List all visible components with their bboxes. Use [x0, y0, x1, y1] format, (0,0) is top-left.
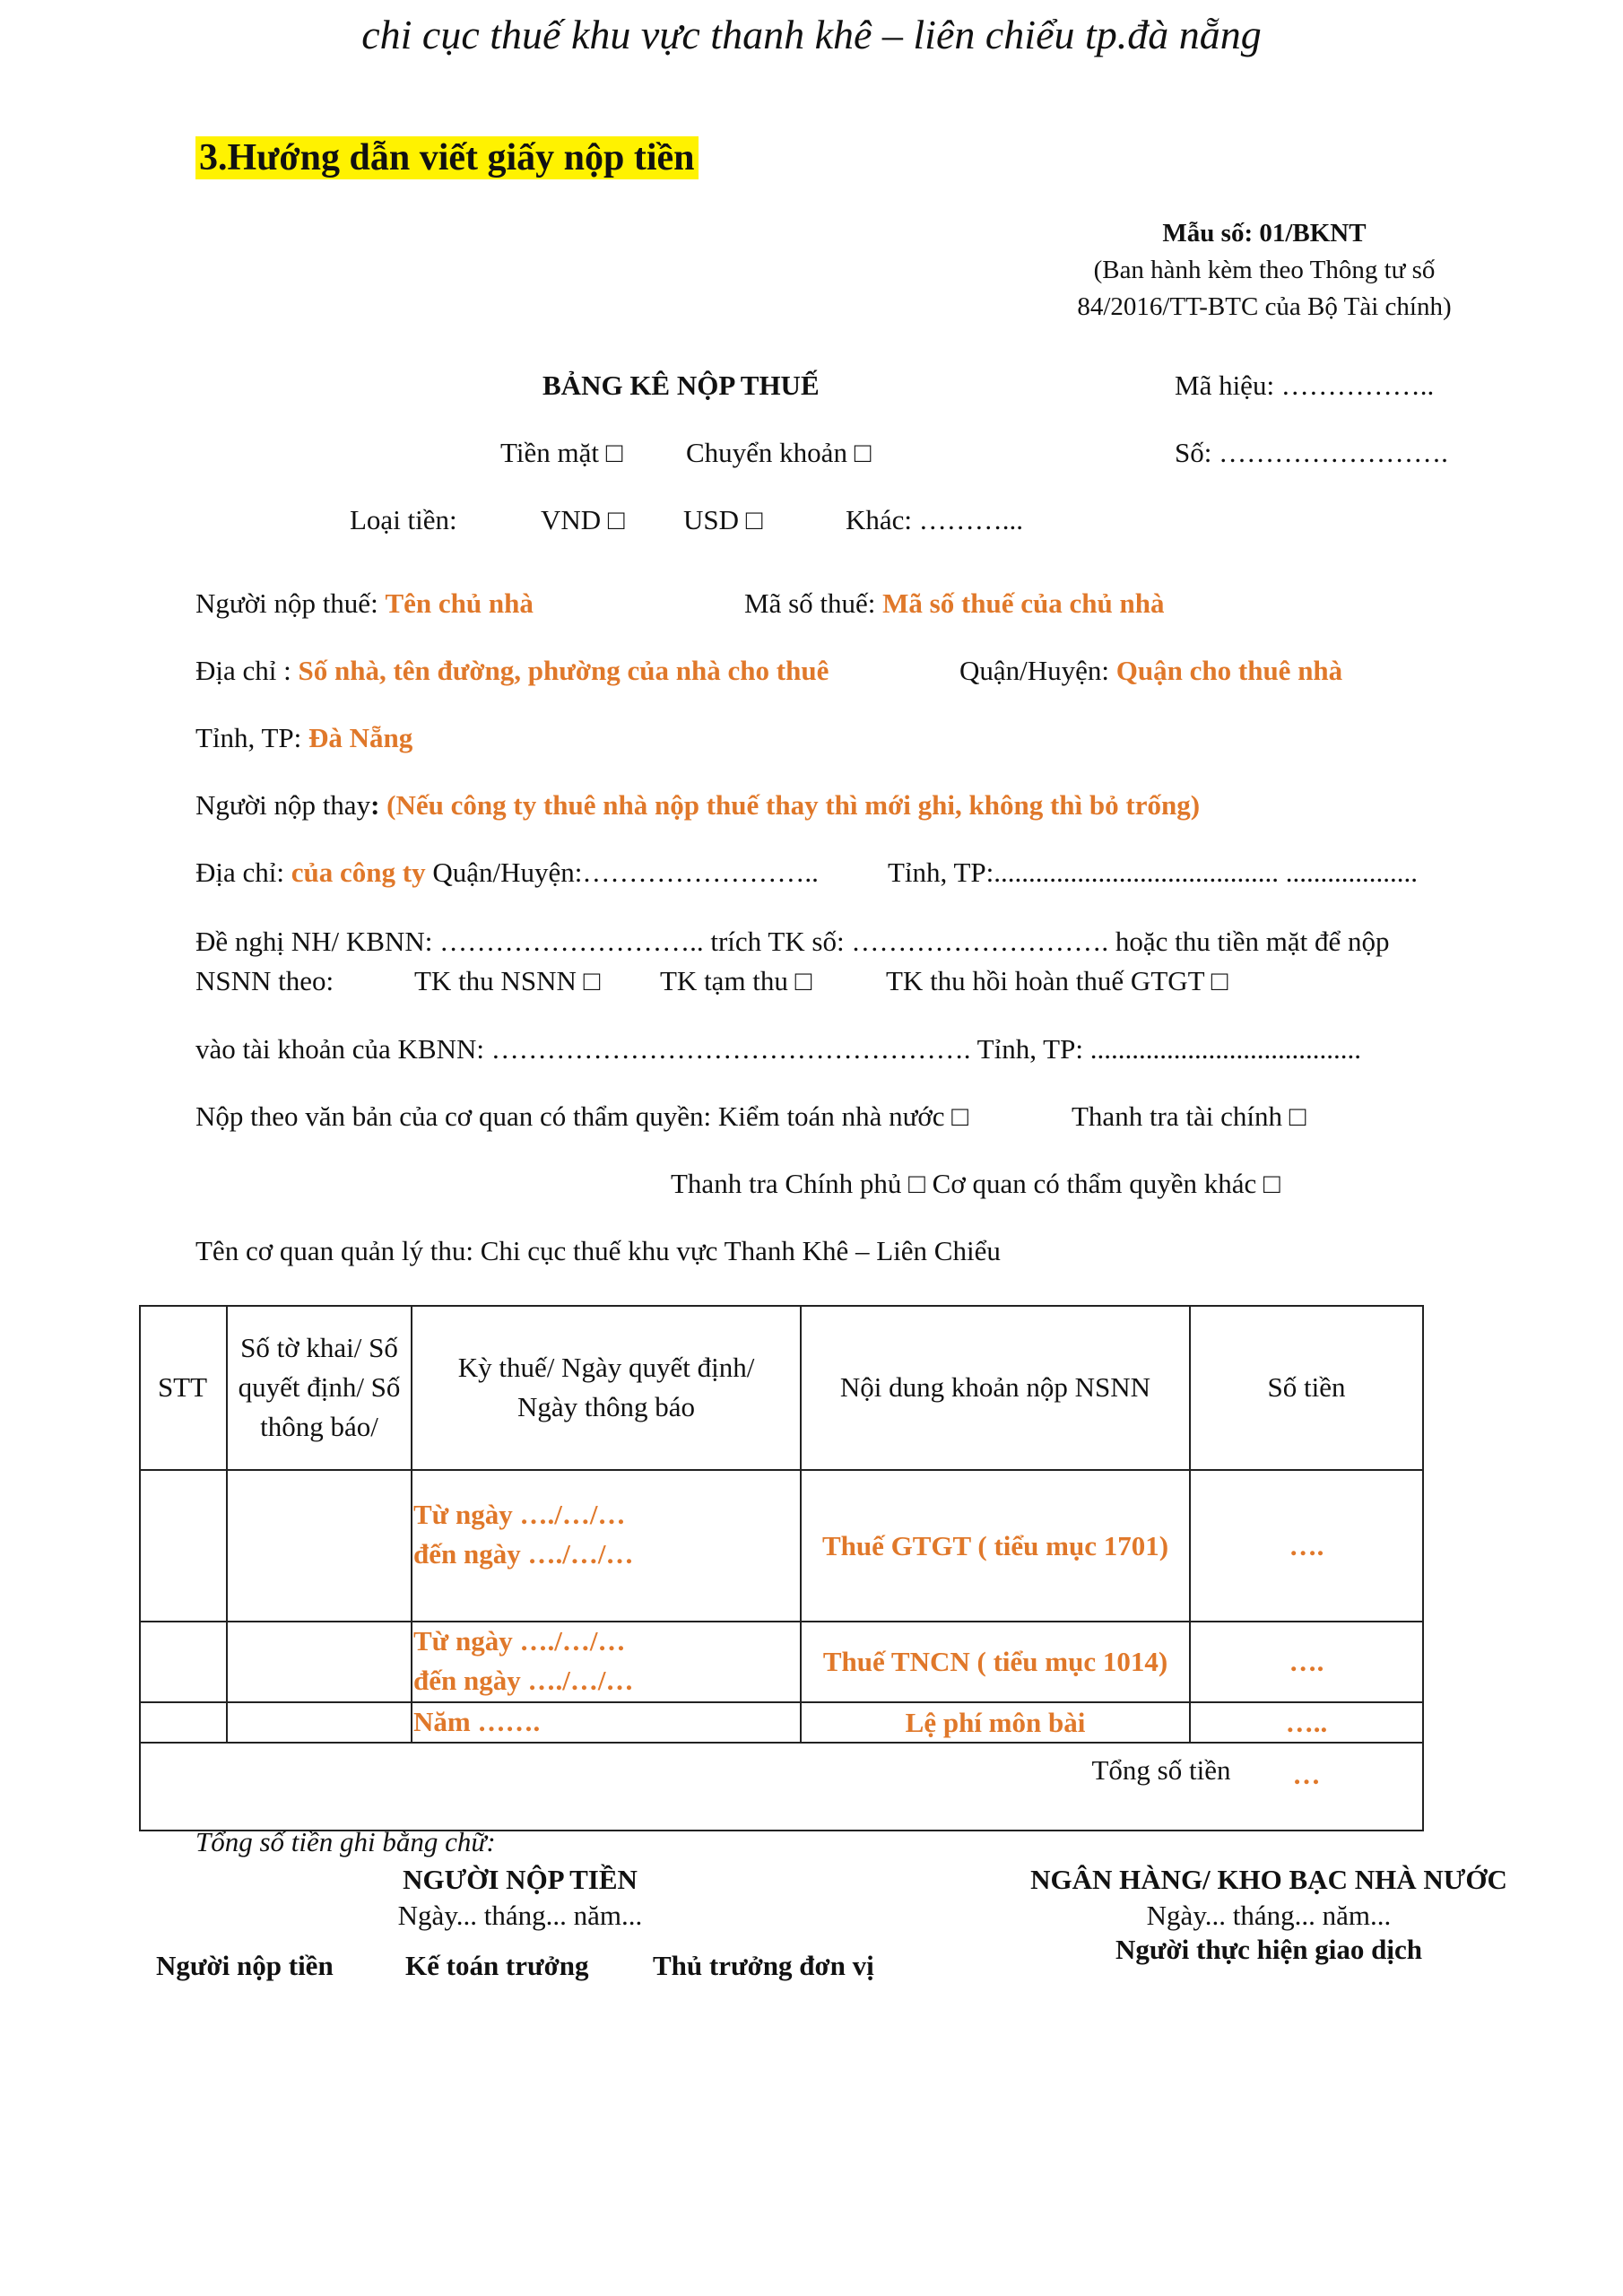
taxpayer-row: [195, 587, 534, 620]
proxy-address-value: của công ty: [291, 857, 426, 888]
tax-code-value: Mã số thuế của chủ nhà: [882, 587, 1165, 619]
header-tax-period: [412, 1305, 800, 1469]
taxpayer-label: Người nộp thuế:: [195, 587, 378, 619]
other-currency-field: Khác: ………...: [846, 504, 1024, 535]
so-field: Số: …………………….: [1175, 437, 1448, 468]
request-line1: Đề nghị NH/ KBNN: ……………………….. trích TK số: ………………………. hoặc thu tiền mặt để nộp: [195, 926, 1390, 957]
form-issued-line1: (Ban hành kèm theo Thông tư số: [1093, 256, 1436, 284]
header-doc-l3: thông báo/: [260, 1410, 378, 1442]
row2-amount: ….: [1289, 1646, 1324, 1677]
form-title: BẢNG KÊ NỘP THUẾ: [542, 370, 820, 401]
vnd-checkbox[interactable]: VND □: [541, 504, 625, 535]
header-doc-l1: Số tờ khai/ Số: [240, 1331, 398, 1363]
bank-signature-title: NGÂN HÀNG/ KHO BẠC NHÀ NƯỚC: [1030, 1864, 1507, 1895]
authority-line1: Nộp theo văn bản của cơ quan có thẩm quyền: Kiểm toán nhà nước □: [195, 1100, 969, 1132]
row2-period: [413, 1622, 633, 1700]
cash-checkbox[interactable]: Tiền mặt □: [500, 437, 623, 468]
authority-line2: Thanh tra Chính phủ □ Cơ quan có thẩm quyền khác □: [671, 1168, 1280, 1199]
bank-signature-date: Ngày... tháng... năm...: [1146, 1900, 1392, 1931]
tax-items-table: [139, 1305, 1424, 1831]
proxy-address-label: Địa chỉ:: [195, 857, 284, 888]
tk-tam-thu-checkbox[interactable]: TK tạm thu □: [660, 965, 812, 996]
province-value: Đà Nẵng: [308, 722, 413, 753]
total-label: Tổng số tiền: [1091, 1754, 1231, 1786]
proxy-address-row: [195, 857, 819, 889]
request-line2-label: NSNN theo:: [195, 965, 334, 996]
agency-header: chi cục thuế khu vực thanh khê – liên chiểu tp.đà nẵng: [361, 12, 1262, 57]
currency-label: Loại tiền:: [350, 504, 457, 535]
district-value: Quận cho thuê nhà: [1115, 655, 1343, 686]
row2-period-to: đến ngày …./…/…: [413, 1665, 634, 1696]
signature-role-chief-accountant: Kế toán trưởng: [405, 1950, 589, 1981]
address-label: Địa chỉ :: [195, 655, 291, 686]
header-amount: Số tiền: [1267, 1370, 1346, 1403]
proxy-payer-label: Người nộp thay: [195, 789, 371, 821]
kbnn-account-row: vào tài khoản của KBNN: ……………………………………………. Tỉnh, TP: .......................................: [195, 1033, 1361, 1065]
proxy-payer-note: (Nếu công ty thuê nhà nộp thuế thay thì mới ghi, không thì bỏ trống): [379, 789, 1201, 821]
row2-period-from: Từ ngày …./…/…: [413, 1625, 626, 1657]
province-label: Tỉnh, TP:: [195, 722, 302, 753]
row3-amount: …..: [1285, 1706, 1328, 1738]
district-row: [959, 655, 1342, 687]
form-code: Mẫu số: 01/BKNT: [1162, 219, 1367, 248]
payer-signature-title: NGƯỜI NỘP TIỀN: [403, 1864, 638, 1895]
ma-hieu-field: Mã hiệu: ……………..: [1175, 370, 1435, 401]
row3-period: Năm …….: [413, 1706, 541, 1737]
form-issued-line2: 84/2016/TT-BTC của Bộ Tài chính): [1077, 292, 1452, 321]
header-period-l2: Ngày thông báo: [516, 1390, 696, 1422]
taxpayer-value: Tên chủ nhà: [385, 587, 534, 619]
district-label: Quận/Huyện:: [959, 655, 1110, 686]
proxy-province: Tỉnh, TP:......................................... ...................: [888, 857, 1419, 888]
row1-period-from: Từ ngày …./…/…: [413, 1499, 626, 1530]
finance-inspection-checkbox[interactable]: Thanh tra tài chính □: [1072, 1100, 1306, 1132]
signature-role-unit-head: Thủ trưởng đơn vị: [653, 1950, 874, 1981]
proxy-payer-colon: :: [370, 789, 380, 821]
proxy-district: Quận/Huyện:……………………..: [432, 857, 819, 888]
transfer-checkbox[interactable]: Chuyển khoản □: [686, 437, 872, 468]
province-row: [195, 722, 412, 754]
row3-content: Lệ phí môn bài: [905, 1706, 1086, 1738]
tk-thu-hoi-checkbox[interactable]: TK thu hồi hoàn thuế GTGT □: [886, 965, 1228, 996]
tax-code-label: Mã số thuế:: [744, 587, 876, 619]
signature-role-payer: Người nộp tiền: [156, 1950, 334, 1981]
tax-code-row: [744, 587, 1164, 620]
address-value: Số nhà, tên đường, phường của nhà cho thuê: [298, 655, 829, 686]
header-document-number: [228, 1305, 411, 1469]
header-stt: STT: [157, 1370, 208, 1403]
payer-signature-date: Ngày... tháng... năm...: [397, 1900, 643, 1931]
form-code-block: [1013, 215, 1515, 326]
header-content: Nội dung khoản nộp NSNN: [839, 1370, 1151, 1403]
tk-thu-nsnn-checkbox[interactable]: TK thu NSNN □: [414, 965, 601, 996]
section-title: 3.Hướng dẫn viết giấy nộp tiền: [195, 136, 699, 179]
row1-content: Thuế GTGT ( tiểu mục 1701): [821, 1529, 1169, 1561]
proxy-payer-row: [195, 789, 1200, 822]
total-value: …: [1292, 1759, 1321, 1790]
bank-signature-role: Người thực hiện giao dịch: [1115, 1934, 1422, 1965]
row1-amount: ….: [1289, 1529, 1324, 1561]
row1-period: [413, 1495, 633, 1574]
header-doc-l2: quyết định/ Số: [238, 1370, 401, 1403]
collecting-agency: Tên cơ quan quản lý thu: Chi cục thuế khu vực Thanh Khê – Liên Chiểu: [195, 1235, 1001, 1266]
amount-in-words: Tổng số tiền ghi bằng chữ:: [195, 1826, 496, 1857]
header-period-l1: Kỳ thuế/ Ngày quyết định/: [457, 1351, 755, 1383]
row1-period-to: đến ngày …./…/…: [413, 1538, 634, 1570]
row2-content: Thuế TNCN ( tiểu mục 1014): [822, 1646, 1168, 1677]
usd-checkbox[interactable]: USD □: [683, 504, 763, 535]
address-row: [195, 655, 829, 687]
